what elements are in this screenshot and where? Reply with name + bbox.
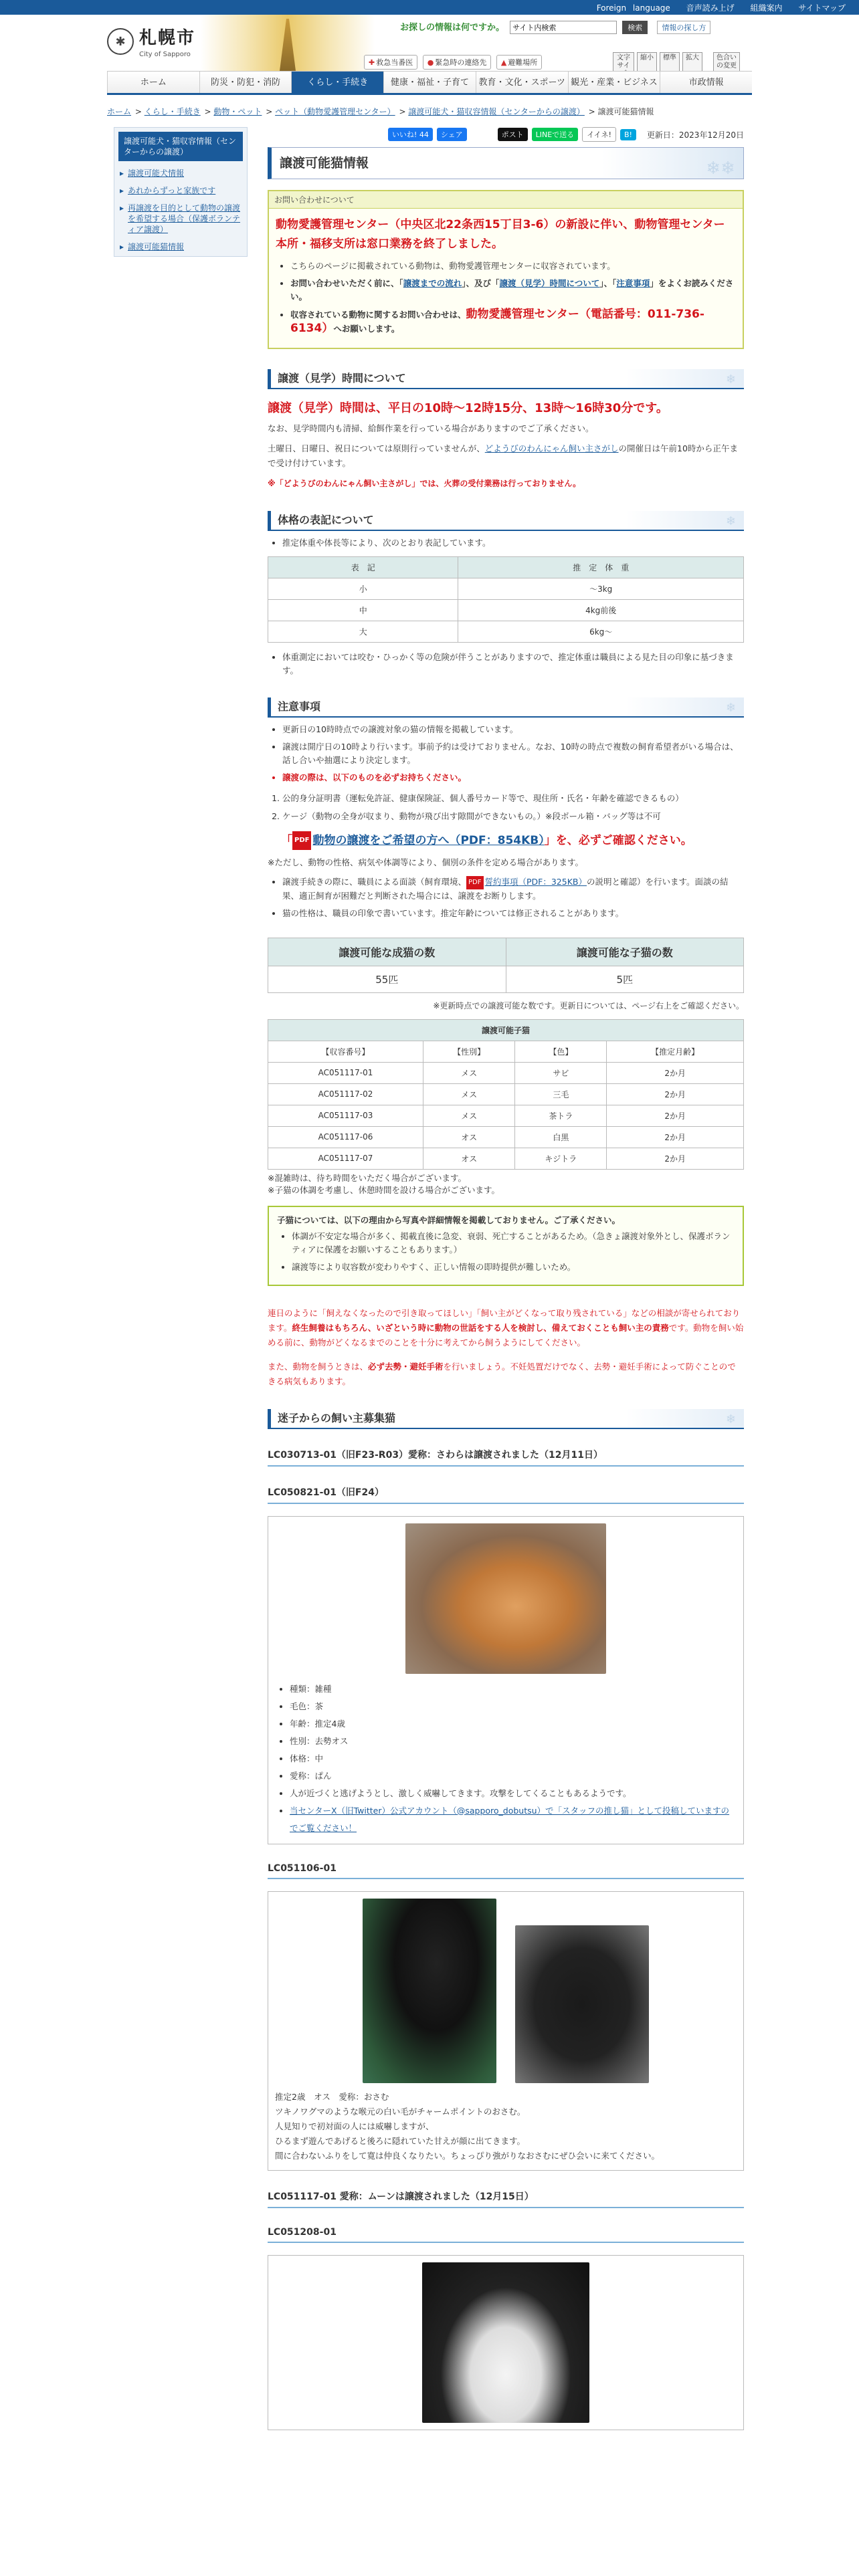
lc5-cat-photo xyxy=(422,2262,589,2423)
logo-name: 札幌市 xyxy=(139,28,196,48)
lc5-box xyxy=(268,2255,744,2430)
saturday-link[interactable]: どようびのわんにゃん飼い主さがし xyxy=(484,443,619,453)
contact-head: お問い合わせについて xyxy=(269,191,743,209)
note-p: ※ただし、動物の性格、病気や体調等により、個別の条件を定める場合があります。 xyxy=(268,857,583,867)
gnav-city[interactable]: 市政情報 xyxy=(660,72,752,93)
gnav-living[interactable]: くらし・手続き xyxy=(291,72,383,93)
site-logo[interactable] xyxy=(107,24,195,59)
count-table: 譲渡可能な成猫の数 譲渡可能な子猫の数 55匹 5匹 xyxy=(268,938,744,993)
note-li2: • 譲渡は開庁日の10時より行います。事前予約は受けておりません。なお、10時の時点で複数の飼育希望者がいる場合は、話し合いや抽選により決定します。 xyxy=(282,740,744,767)
x-post-button[interactable]: ポスト xyxy=(498,128,528,141)
note-li5: • 猫の性格は、職員の印象で書いています。推定年齢については修正されることがあります。 xyxy=(282,907,744,920)
lc3-cat-photo-1 xyxy=(363,1899,496,2083)
size-note: • 体重測定においては咬む・ひっかく等の危険が伴うことがありますので、推定体重は職員による見た目の印象に基づきます。 xyxy=(282,651,744,677)
gnav-tourism[interactable]: 観光・産業・ビジネス xyxy=(568,72,660,93)
kitten-note1: ※混雑時は、待ち時間をいただく場合がございます。 xyxy=(268,1172,466,1183)
crumb-living[interactable]: くらし・手続き xyxy=(144,107,201,116)
font-size-label: 文字サイ xyxy=(613,52,634,80)
pdf-link[interactable]: 動物の譲渡をご希望の方へ（PDF：854KB） xyxy=(312,834,545,847)
share-bar xyxy=(268,126,744,143)
kitten-note2: ※子猫の体調を考慮し、休憩時間を設ける場合がございます。 xyxy=(268,1184,500,1195)
gnav-health[interactable]: 健康・福祉・子育て xyxy=(383,72,476,93)
time-big: 譲渡（見学）時間は、平日の10時～12時15分、13時～16時30分です。 xyxy=(268,401,668,415)
count-note: ※更新時点での譲渡可能な数です。更新日については、ページ右上をご確認ください。 xyxy=(433,1000,744,1010)
pdf-notice: 「 PDF 動物の譲渡をご希望の方へ（PDF：854KB）」を、必ずご確認ください。 xyxy=(268,831,744,850)
table-row: AC051117-02 メス 三毛 2か月 xyxy=(268,1083,744,1105)
size-table: 表 記 推 定 体 重 小 ～3kg 中 4kg前後 大 6kg～ xyxy=(268,556,744,643)
contact-box xyxy=(268,190,744,349)
snowflake-icon: ❄ xyxy=(725,1412,736,1426)
crumb-home[interactable]: ホーム xyxy=(107,107,132,116)
warning-1: 連日のように「飼えなくなったので引き取ってほしい」「飼い主がどくなって取り残されている」などの相談が寄せられております。終生飼養はもちろん、いざという時に動物の世話をする人を検討し、備えておくことも飼い主の責務です。動物を飼い始める前に、動物がどくなるまでのことを十分に考えてから飼うようにしてください。 xyxy=(268,1307,744,1348)
kitten-table: 譲渡可能子猫 【収容番号】 【性別】 【色】 【推定月齢】 AC051117-01 メス サビ 2か月 AC051117-02 メス 三毛 2か月 AC051117-03 メス 茶トラ 2か月 AC051117-06 オス 白黒 2か月 AC051117-07 オス キジトラ 2か月 xyxy=(268,1019,744,1170)
size-lead: • 推定体重や体長等により、次のとおり表記しています。 xyxy=(282,536,744,550)
shelter-icon: ▲ xyxy=(500,58,507,67)
snowflake-icon: ❄ xyxy=(725,514,736,528)
kitten-info-box: 子猫については、以下の理由から写真や詳細情報を掲載しておりません。ご了承ください。 • 体調が不安定な場合が多く、掲載直後に急変、衰弱、死亡することがあるため。（急きょ譲渡対象外とし、保護ボランティアに保護をお願いすることもあります。） • 譲渡等により収容数が変わりやすく、正しい情報の即時提供が難しいため。 xyxy=(268,1206,744,1286)
tv-tower-image xyxy=(201,15,375,71)
search-input[interactable] xyxy=(510,21,617,34)
updated-date: 更新日：2023年12月20日 xyxy=(646,130,744,140)
contact-li2: • お問い合わせいただく前に、「譲渡までの流れ」、及び「譲渡（見学）時間について」、「注意事項」をよくお読みください。 xyxy=(290,277,736,304)
heading-lost: 迷子からの飼い主募集猫 ❄ xyxy=(268,1409,744,1429)
snowflake-icon: ❄ xyxy=(725,372,736,387)
time-note: ※「どようびのわんにゃん飼い主さがし」では、火葬の受付業務は行っておりません。 xyxy=(268,479,581,488)
adult-count: 55匹 xyxy=(268,966,506,992)
lc3-cat-photo-2 xyxy=(515,1925,649,2083)
gnav-safety[interactable]: 防災・防犯・消防 xyxy=(199,72,292,93)
table-row: AC051117-03 メス 茶トラ 2か月 xyxy=(268,1105,744,1126)
quick-clinic[interactable]: ✚ 救急当番医 xyxy=(364,55,417,70)
pdf-icon: PDF xyxy=(292,831,311,850)
twitter-link[interactable]: 当センターX（旧Twitter）公式アカウント（@sapporo_dobutsu）で「スタッフの推し猫」として投稿していますのでご覧ください！ xyxy=(290,1805,730,1833)
note-li1: • 更新日の10時時点での譲渡対象の猫の情報を掲載しています。 xyxy=(282,723,744,736)
lc2-cat-photo xyxy=(405,1523,606,1674)
note-ol2: 2. ケージ（動物の全身が収まり、動物が飛び出す隙間ができないもの。）※段ボール箱・バッグ等は不可 xyxy=(282,809,744,823)
quick-links xyxy=(364,55,545,70)
crumb-pets[interactable]: 動物・ペット xyxy=(213,107,262,116)
page-title: 譲渡可能猫情報 ❄❄ xyxy=(268,147,744,179)
kitten-count: 5匹 xyxy=(506,966,744,992)
heading-size: 体格の表記について ❄ xyxy=(268,511,744,531)
sidebar-head[interactable]: 譲渡可能犬・猫収容情報（センターからの譲渡） xyxy=(118,132,243,161)
lc4-heading: LC051117-01 愛称：ムーンは譲渡されました（12月15日） xyxy=(268,2189,744,2208)
heading-notes: 注意事項 ❄ xyxy=(268,697,744,718)
top-utility-bar xyxy=(0,0,859,15)
table-row: AC051117-07 オス キジトラ 2か月 xyxy=(268,1148,744,1169)
font-large-button[interactable]: 拡大 xyxy=(682,52,702,80)
lc2-heading: LC050821-01（旧F24） xyxy=(268,1485,744,1504)
crumb-current: 譲渡可能猫情報 xyxy=(597,107,654,116)
notes-link[interactable]: 注意事項 xyxy=(616,278,650,288)
font-normal-button[interactable]: 標準 xyxy=(660,52,680,80)
note-ol1: 1. 公的身分証明書（運転免許証、健康保険証、個人番号カード等で、現住所・氏名・年齢を確認できるもの） xyxy=(282,791,744,805)
table-row: 中 4kg前後 xyxy=(268,600,744,621)
font-small-button[interactable]: 縮小 xyxy=(637,52,657,80)
site-header xyxy=(0,15,859,71)
heading-time: 譲渡（見学）時間について ❄ xyxy=(268,369,744,389)
time-p2: 土曜日、日曜日、祝日については原則行っていませんが、どようびのわんにゃん飼い主さがしの開催日は午前10時から正午まで受け付けています。 xyxy=(268,443,738,468)
pledge-link[interactable]: 誓約事項（PDF：325KB） xyxy=(484,877,587,887)
fb-share-button[interactable]: シェア xyxy=(437,128,467,141)
sitemap-link[interactable]: サイトマップ xyxy=(798,3,846,13)
crumb-center[interactable]: ペット（動物愛護管理センター） xyxy=(275,107,395,116)
time-p1: なお、見学時間内も清掃、給餌作業を行っている場合がありますのでご了承ください。 xyxy=(268,423,594,433)
global-nav xyxy=(107,71,752,95)
mixi-button[interactable]: イイネ! xyxy=(582,127,616,142)
alert-icon: ● xyxy=(427,58,434,67)
search-howto-link[interactable]: 情報の探し方 xyxy=(657,21,710,34)
breadcrumb: ホーム > くらし・手続き > 動物・ペット > ペット（動物愛護管理センター） > 譲渡可能犬・猫収容情報（センターからの譲渡） > 譲渡可能猫情報 xyxy=(107,107,654,116)
gnav-education[interactable]: 教育・文化・スポーツ xyxy=(476,72,568,93)
plus-icon: ✚ xyxy=(369,58,375,67)
main-content xyxy=(268,126,744,2430)
sidebar xyxy=(114,127,248,257)
sidebar-item-volunteer[interactable]: 再譲渡を目的として動物の譲渡を希望する場合（保護ボランティア譲渡） xyxy=(128,203,241,234)
search-area xyxy=(400,20,710,34)
note-li4: • 譲渡手続きの際に、職員による面談（飼育環境、 PDF 誓約事項（PDF：325KB）の説明と確認）を行います。面談の結果、適正飼育が困難だと判断された場合には、譲渡をお断りします。 xyxy=(282,875,744,903)
note-li3: • 譲渡の際は、以下のものを必ずお持ちください。 xyxy=(282,771,744,784)
contact-lead: 動物愛護管理センター（中央区北22条西15丁目3-6）の新設に伴い、動物管理センター本所・福移支所は窓口業務を終了しました。 xyxy=(276,218,725,251)
search-button[interactable]: 検索 xyxy=(622,21,648,34)
foreign-language-link[interactable]: Foreign language xyxy=(596,3,670,13)
sidebar-item-dogs[interactable]: 譲渡可能犬情報 xyxy=(128,169,185,178)
quick-shelter[interactable]: ▲ 避難場所 xyxy=(496,55,542,70)
color-change-button[interactable]: 色合いの変更 xyxy=(713,52,740,80)
contact-li1: • こちらのページに掲載されている動物は、動物愛護管理センターに収容されています。 xyxy=(290,259,736,273)
flow-link[interactable]: 譲渡までの流れ xyxy=(403,278,462,288)
table-row: AC051117-06 オス 白黒 2か月 xyxy=(268,1126,744,1148)
fb-like-button[interactable]: いいね! 44 xyxy=(388,128,433,141)
time-link[interactable]: 譲渡（見学）時間について xyxy=(499,278,600,288)
contact-li3: • 収容されている動物に関するお問い合わせは、動物愛護管理センター（電話番号：011-736-6134）へお願いします。 xyxy=(290,308,736,336)
lc5-heading: LC051208-01 xyxy=(268,2227,744,2243)
logo-sub: City of Sapporo xyxy=(139,51,191,58)
voice-link[interactable]: 音声読み上げ xyxy=(686,3,735,13)
lc3-box: 推定2歳 オス 愛称：おさむ ツキノワグマのような喉元の白い毛がチャームポイントのおさむ。 人見知りで初対面の人には威嚇しますが、 ひるまず遊んであげると後ろに隠れていた甘えが顔に出てきます。 間に合わないふりをして寛は仲良くなりたい。ちょっぴり強がりなおさむにぜひ会いに来てください。 xyxy=(268,1891,744,2171)
lc1-heading: LC030713-01（旧F23-R03）愛称：さわらは譲渡されました（12月11日） xyxy=(268,1448,744,1467)
hatena-button[interactable]: B! xyxy=(620,129,636,140)
pdf-icon: PDF xyxy=(466,876,483,889)
gnav-home[interactable]: ホーム xyxy=(107,72,199,93)
warning-2: また、動物を飼うときは、必ず去勢・避妊手術を行いましょう。不妊処置だけでなく、去勢・避妊手術によって防ぐことのできる病気もあります。 xyxy=(268,1361,736,1386)
snowflake-icon: ❄❄ xyxy=(706,158,735,179)
line-button[interactable]: LINEで送る xyxy=(532,128,579,141)
crumb-adoption[interactable]: 譲渡可能犬・猫収容情報（センターからの譲渡） xyxy=(408,107,585,116)
table-row: 大 6kg～ xyxy=(268,621,744,643)
quick-emergency[interactable]: ● 緊急時の連絡先 xyxy=(423,55,492,70)
table-row: 小 ～3kg xyxy=(268,578,744,600)
table-row: AC051117-01 メス サビ 2か月 xyxy=(268,1062,744,1083)
search-label: お探しの情報は何ですか。 xyxy=(400,23,505,33)
contact-phone: 動物愛護管理センター（電話番号：011-736-6134） xyxy=(290,308,704,335)
sidebar-item-family[interactable]: あれからずっと家族です xyxy=(128,186,216,195)
sidebar-item-cats[interactable]: 譲渡可能猫情報 xyxy=(128,242,185,251)
lc2-box: • 種類：雑種 • 毛色：茶 • 年齢：推定4歳 • 性別：去勢オス • 体格：中 • 愛称：ぱん • 人が近づくと逃げようとし、激しく威嚇してきます。攻撃をしてくることもあるようです。 • 当センターX（旧Twitter）公式アカウント（@sapporo_dobutsu）で「スタッフの推し猫」として投稿していますのでご覧ください！ xyxy=(268,1516,744,1844)
lc3-heading: LC051106-01 xyxy=(268,1863,744,1879)
org-link[interactable]: 組織案内 xyxy=(750,3,783,13)
city-emblem-icon: ✱ xyxy=(107,28,134,55)
snowflake-icon: ❄ xyxy=(725,701,736,715)
